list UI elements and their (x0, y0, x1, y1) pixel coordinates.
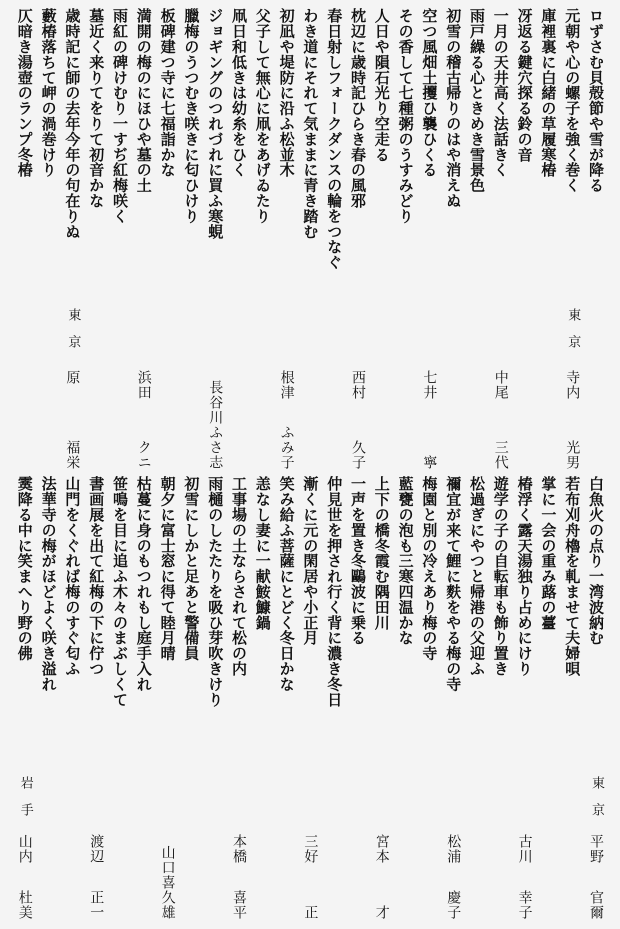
author-surname: 本橋 (231, 834, 247, 864)
author-surname: 山内 (16, 834, 33, 864)
haiku-line: 臘梅のうつむき咲きに匂ひけり (182, 8, 201, 224)
haiku-line: 空つ風畑土攫ひ襲ひくる (420, 8, 439, 178)
author-given-name: 慶子 (445, 890, 462, 920)
haiku-line: 遊学の子の自転車も飾り置き (491, 476, 510, 677)
author-credit (301, 776, 319, 920)
author-given-name: 三代 (492, 440, 509, 470)
author-credit (16, 776, 34, 920)
haiku-line: 初凪や堤防に沿ふ松並木 (277, 8, 296, 178)
author-surname: 松浦 (445, 834, 462, 864)
haiku-line: 掌に一会の重み蕗の薹 (539, 476, 558, 630)
haiku-line: 椿浮く露天湯独り占めにけり (515, 476, 534, 677)
author-surname: 七井 (421, 370, 438, 400)
haiku-line: 山門をくぐれば梅のすぐ匂ふ (63, 476, 82, 677)
author-given-name: 長谷川ふさ志 (207, 380, 224, 470)
author-credit (373, 776, 391, 920)
haiku-line: 藪椿落ちて岬の渦巻けり (39, 8, 58, 178)
haiku-line: 漸くに元の閑居や小正月 (301, 476, 320, 646)
haiku-line: 雨樋のしたたりを吸ひ芽吹きけり (206, 476, 225, 707)
haiku-line: 仲見世を押され行く背に濃き冬日 (325, 476, 344, 707)
author-credit (587, 776, 605, 920)
haiku-line: 父子して無心に凧をあげゐたり (253, 8, 272, 224)
haiku-line: 板碑建つ寺に七福詣かな (158, 8, 177, 178)
haiku-line: 墓近く来りてをりて初音かな (87, 8, 106, 209)
haiku-line: 上下の橋冬霞む隅田川 (372, 476, 391, 630)
haiku-line: 松過ぎにやつと帰港の父迎ふ (468, 476, 486, 677)
author-location: 東京 (65, 308, 81, 362)
author-credit (87, 776, 105, 920)
haiku-line: 工事場の土ならされて松の内 (230, 476, 248, 677)
author-surname: 寺内 (564, 370, 581, 400)
author-given-name: 久子 (350, 440, 366, 470)
author-given-name: 才 (373, 905, 390, 920)
haiku-line: 雨紅の碑けむり一すぢ紅梅咲く (111, 8, 129, 224)
author-given-name: 光男 (564, 440, 581, 470)
haiku-line: 法華寺の梅がほどよく咲き溢れ (39, 476, 58, 692)
haiku-line: 笑み給ふ菩薩にとどく冬日かな (277, 476, 296, 692)
author-surname: 渡辺 (88, 834, 105, 864)
haiku-line: 禰宜が来て鯉に麩をやる梅の寺 (444, 476, 463, 692)
author-credit (444, 776, 462, 920)
haiku-line: 初雪にしかと足あと警備員 (182, 476, 201, 661)
haiku-section-bottom (0, 470, 620, 929)
haiku-line: 一月の天井高く法話きく (491, 8, 510, 178)
author-given-name: クニ (135, 440, 152, 470)
haiku-line: 書画展を出て紅梅の下に佇つ (87, 476, 106, 677)
haiku-line: 庫裡裏に白緒の草履寒椿 (539, 8, 558, 178)
haiku-line: 朝夕に富士窓に得て睦月晴 (158, 476, 177, 661)
author-credit (420, 308, 438, 470)
author-credit (563, 308, 581, 470)
author-credit (516, 776, 534, 920)
haiku-line: 凧日和低きは幼糸をひく (230, 8, 248, 178)
haiku-line: 霙降る中に笑まへり野の佛 (15, 476, 34, 661)
haiku-line: わき道にそれて気ままに青き踏む (301, 8, 320, 239)
author-surname: 原 (64, 370, 81, 385)
author-surname: 宮本 (373, 834, 390, 864)
haiku-line: 春日射しフォークダンスの輪をつなぐ (325, 8, 344, 270)
haiku-line: 人日や隕石光り空走る (372, 8, 391, 162)
haiku-line: 白魚火の点り一湾波納む (587, 476, 605, 646)
haiku-line: 初雪の稽古帰りのはや消えぬ (444, 8, 463, 209)
haiku-line: 仄暗き湯壺のランプ冬椿 (15, 8, 34, 178)
author-credit (492, 308, 510, 470)
haiku-line: その香して七種粥のうすみどり (396, 8, 415, 224)
author-given-name: 官爾 (588, 890, 604, 920)
haiku-line: 元朝や心の螺子を強く巻く (563, 8, 582, 193)
haiku-line: 歳時記に師の去年今年の句在りぬ (63, 8, 82, 239)
author-credit (206, 308, 224, 470)
author-given-name: 福栄 (64, 440, 81, 470)
author-given-name: 山口喜久雄 (159, 845, 176, 920)
haiku-line: 雨戸繰る心ときめき雪景色 (468, 8, 486, 193)
haiku-line: 梅園と別の冷えあり梅の寺 (420, 476, 439, 661)
haiku-line: 満開の梅のにほひや墓の土 (134, 8, 153, 193)
author-surname: 西村 (350, 370, 366, 400)
author-given-name: 正一 (88, 890, 105, 920)
author-location: 岩手 (17, 776, 33, 830)
haiku-line: 冴返る鍵穴探る鈴の音 (515, 8, 534, 162)
haiku-line: ジョギングのつれづれに買ふ寒蜆 (206, 8, 225, 239)
haiku-line: 恙なし妻に一献鮟鱇鍋 (253, 476, 272, 630)
author-surname: 浜田 (135, 370, 152, 400)
author-surname: 平野 (588, 834, 604, 864)
author-location: 東京 (589, 776, 604, 830)
author-surname: 根津 (278, 370, 295, 400)
author-surname: 中尾 (492, 370, 509, 400)
haiku-line: 笹鳴を目に追ふ木々のまぶしくて (111, 476, 129, 707)
author-credit (63, 308, 81, 470)
haiku-line: ロずさむ貝殻節や雪が降る (587, 8, 605, 193)
author-surname: 三好 (302, 834, 319, 864)
author-credit (135, 308, 153, 470)
author-credit (278, 308, 296, 470)
haiku-line: 藍甕の泡も三寒四温かな (396, 476, 415, 646)
author-given-name: 正 (302, 905, 319, 920)
author-credit (230, 776, 248, 920)
author-given-name: ふみ子 (278, 425, 295, 470)
author-credit (349, 308, 367, 470)
author-location: 東京 (565, 308, 581, 362)
author-surname: 古川 (516, 834, 533, 864)
haiku-line: 一声を置き冬鷗波に乗る (349, 476, 367, 646)
author-given-name: 杜美 (16, 890, 33, 920)
haiku-line: 枯蔓に身のもつれもし庭手入れ (134, 476, 153, 692)
haiku-line: 若布刈舟櫓を軋ませて夫婦唄 (563, 476, 582, 677)
haiku-line: 枕辺に歳時記ひらき春の風邪 (349, 8, 367, 209)
author-given-name: 喜平 (231, 890, 247, 920)
author-given-name: 寧 (421, 455, 438, 470)
author-credit (159, 776, 177, 920)
author-given-name: 幸子 (516, 890, 533, 920)
